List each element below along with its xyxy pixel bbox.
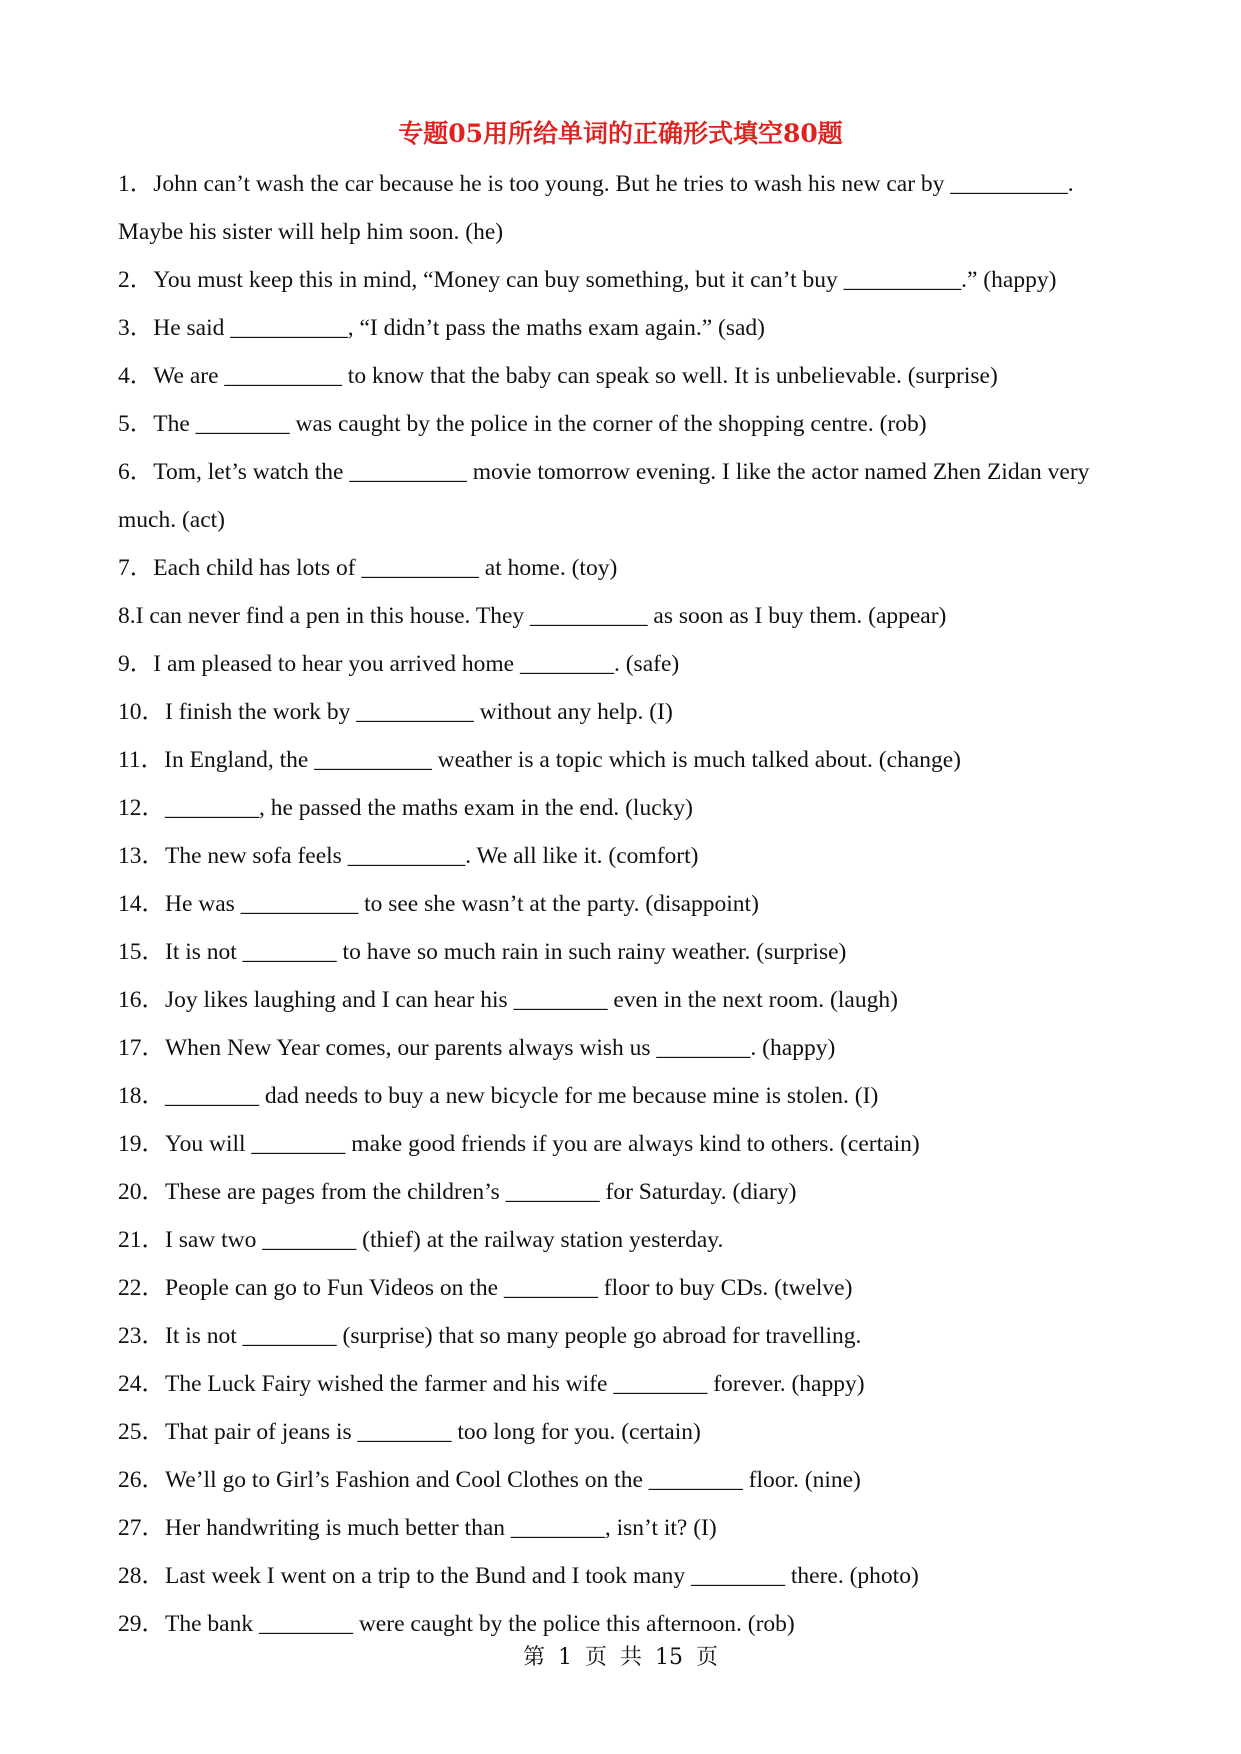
question-text: In England, the __________ weather is a topic which is much talked about. (change) [164, 747, 961, 773]
question-number: 19． [118, 1131, 165, 1157]
question-text: People can go to Fun Videos on the ________ floor to buy CDs. (twelve) [165, 1275, 853, 1301]
question-text: Her handwriting is much better than ________, isn’t it? (I) [165, 1515, 717, 1541]
question-number: 1． [118, 171, 154, 197]
question-item [118, 1504, 1128, 1552]
question-item [118, 832, 1128, 880]
question-text: We’ll go to Girl’s Fashion and Cool Clothes on the ________ floor. (nine) [165, 1467, 861, 1493]
question-number: 11． [118, 747, 165, 773]
question-number: 2． [118, 267, 154, 293]
question-number: 22． [118, 1275, 165, 1301]
question-text: The ________ was caught by the police in the corner of the shopping centre. (rob) [153, 411, 927, 437]
question-number: 12． [118, 795, 165, 821]
question-item [118, 880, 1128, 928]
question-item [118, 304, 1128, 352]
question-item [118, 448, 1128, 544]
question-text: Each child has lots of __________ at home. (toy) [153, 555, 618, 581]
question-text: Joy likes laughing and I can hear his ________ even in the next room. (laugh) [165, 987, 898, 1013]
question-item [118, 1408, 1128, 1456]
question-item [118, 1360, 1128, 1408]
question-item [118, 400, 1128, 448]
question-item [118, 352, 1128, 400]
question-item [118, 1168, 1128, 1216]
question-item [118, 1264, 1128, 1312]
question-text: You must keep this in mind, “Money can buy something, but it can’t buy __________.” (happy) [153, 267, 1057, 293]
question-text: Tom, let’s watch the __________ movie tomorrow evening. I like the actor named Zhen Zidan very much. (act) [118, 459, 1090, 533]
question-text: That pair of jeans is ________ too long for you. (certain) [165, 1419, 701, 1445]
question-list [118, 160, 1128, 1648]
question-text: I saw two ________ (thief) at the railway station yesterday. [165, 1227, 724, 1253]
question-number: 25． [118, 1419, 165, 1445]
page-title: 专题05用所给单词的正确形式填空80题 [398, 119, 843, 148]
question-item [118, 1024, 1128, 1072]
question-number: 29． [118, 1611, 165, 1637]
question-item [118, 976, 1128, 1024]
question-number: 3． [118, 315, 154, 341]
question-number: 20． [118, 1179, 165, 1205]
question-number: 27． [118, 1515, 165, 1541]
question-item [118, 928, 1128, 976]
question-text: It is not ________ to have so much rain in such rainy weather. (surprise) [165, 939, 847, 965]
question-number: 14． [118, 891, 165, 917]
question-number: 9． [118, 651, 154, 677]
question-text: I can never find a pen in this house. They __________ as soon as I buy them. (appear) [135, 603, 947, 629]
question-item [118, 1120, 1128, 1168]
question-item [118, 1072, 1128, 1120]
question-text: ________, he passed the maths exam in the end. (lucky) [165, 795, 693, 821]
question-text: These are pages from the children’s ________ for Saturday. (diary) [165, 1179, 797, 1205]
question-item [118, 1312, 1128, 1360]
question-number: 15． [118, 939, 165, 965]
question-item [118, 1552, 1128, 1600]
question-number: 17． [118, 1035, 165, 1061]
question-item [118, 160, 1128, 256]
question-item [118, 1216, 1128, 1264]
question-item [118, 1456, 1128, 1504]
question-number: 7． [118, 555, 154, 581]
question-item [118, 1600, 1128, 1648]
question-item [118, 544, 1128, 592]
question-text: Last week I went on a trip to the Bund and I took many ________ there. (photo) [165, 1563, 919, 1589]
question-number: 4． [118, 363, 154, 389]
question-number: 21． [118, 1227, 165, 1253]
question-number: 13． [118, 843, 165, 869]
question-text: The Luck Fairy wished the farmer and his wife ________ forever. (happy) [165, 1371, 865, 1397]
question-text: It is not ________ (surprise) that so many people go abroad for travelling. [165, 1323, 862, 1349]
question-text: ________ dad needs to buy a new bicycle for me because mine is stolen. (I) [165, 1083, 879, 1109]
question-text: John can’t wash the car because he is too young. But he tries to wash his new car by __________. Maybe his sister will help him soon. (he) [118, 171, 1074, 245]
question-number: 23． [118, 1323, 165, 1349]
question-number: 28． [118, 1563, 165, 1589]
question-text: He was __________ to see she wasn’t at the party. (disappoint) [165, 891, 759, 917]
question-item [118, 688, 1128, 736]
question-number: 6． [118, 459, 154, 485]
question-text: He said __________, “I didn’t pass the maths exam again.” (sad) [153, 315, 765, 341]
question-number: 10． [118, 699, 165, 725]
page-footer: 第 1 页 共 15 页 [523, 1645, 718, 1670]
question-text: You will ________ make good friends if you are always kind to others. (certain) [165, 1131, 920, 1157]
question-number: 26． [118, 1467, 165, 1493]
question-number: 16． [118, 987, 165, 1013]
question-item [118, 256, 1128, 304]
question-item [118, 640, 1128, 688]
question-text: The bank ________ were caught by the police this afternoon. (rob) [165, 1611, 795, 1637]
question-item [118, 736, 1128, 784]
question-text: I am pleased to hear you arrived home ________. (safe) [153, 651, 680, 677]
question-text: We are __________ to know that the baby can speak so well. It is unbelievable. (surprise) [153, 363, 998, 389]
question-item [118, 784, 1128, 832]
question-number: 5． [118, 411, 154, 437]
question-number: 24． [118, 1371, 165, 1397]
question-text: I finish the work by __________ without any help. (I) [165, 699, 673, 725]
question-number: 8. [118, 603, 136, 629]
question-item [118, 592, 1128, 640]
question-number: 18． [118, 1083, 165, 1109]
question-text: When New Year comes, our parents always wish us ________. (happy) [165, 1035, 836, 1061]
question-text: The new sofa feels __________. We all like it. (comfort) [165, 843, 699, 869]
